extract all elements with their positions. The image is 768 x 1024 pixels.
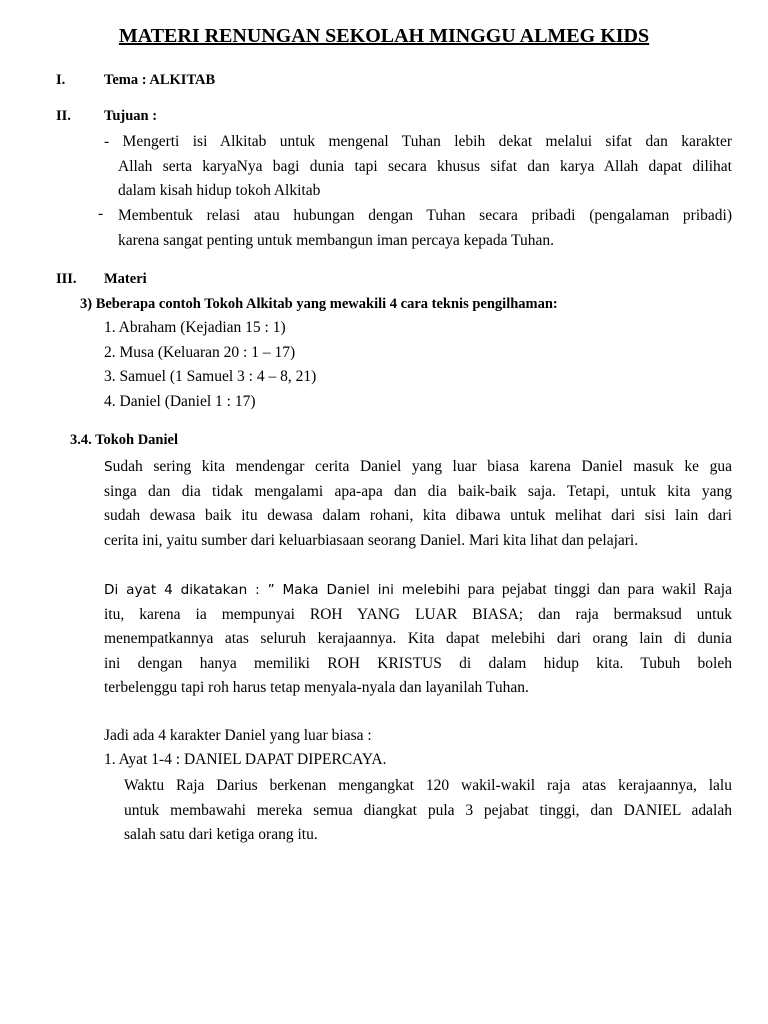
- section-3-material-label: Materi: [104, 271, 147, 287]
- purpose-bullet-2-dash: -: [98, 205, 104, 222]
- daniel-characters-intro: Jadi ada 4 karakter Daniel yang luar biasa :: [104, 727, 372, 744]
- text-line: ini dengan hanya memiliki ROH KRISTUS di dalam hidup kita. Tubuh boleh: [104, 654, 732, 672]
- text-line: itu, karena ia mempunyai ROH YANG LUAR BIASA; dan raja bermaksud untuk: [104, 605, 732, 623]
- text-line: - Mengerti isi Alkitab untuk mengenal Tuhan lebih dekat melalui sifat dan karakter: [104, 133, 732, 150]
- character-1-paragraph: [124, 774, 732, 848]
- section-2-number: II.: [56, 108, 71, 124]
- list-item: 2. Musa (Keluaran 20 : 1 – 17): [104, 344, 296, 361]
- list-item: 3. Samuel (1 Samuel 3 : 4 – 8, 21): [104, 368, 317, 385]
- text-line: Waktu Raja Darius berkenan mengangkat 120 wakil-wakil raja atas kerajaannya, lalu: [124, 777, 732, 794]
- section-1-theme: Tema : ALKITAB: [104, 72, 216, 88]
- section-3-subheading: 3) Beberapa contoh Tokoh Alkitab yang mewakili 4 cara teknis pengilhaman:: [80, 296, 558, 312]
- text-line: para pejabat tinggi dan para wakil Raja: [460, 581, 732, 598]
- quote-sans-text: Di ayat 4 dikatakan : ” Maka Daniel ini melebihi: [104, 582, 461, 598]
- text-line: menempatkannya atas seluruh kerajaannya. Kita dapat melebihi dari orang lain di dunia: [104, 630, 732, 647]
- purpose-bullet-2: [118, 204, 732, 253]
- section-3-4-heading: 3.4. Tokoh Daniel: [70, 432, 178, 448]
- text-line: udah sering kita mendengar cerita Daniel yang luar biasa karena Daniel masuk ke gua: [112, 458, 732, 475]
- text-line: untuk membawahi mereka semua diangkat pula 3 pejabat tinggi, dan DANIEL adalah: [124, 801, 732, 819]
- page-title: MATERI RENUNGAN SEKOLAH MINGGU ALMEG KIDS: [118, 25, 650, 47]
- text-line: sudah dewasa baik itu dewasa dalam rohani, kita dibawa untuk melihat dari sisi lain dari: [104, 507, 732, 524]
- drop-letter: S: [104, 459, 113, 475]
- section-2-purpose-label: Tujuan :: [104, 108, 158, 124]
- text-line: salah satu dari ketiga orang itu.: [124, 826, 318, 843]
- text-line: dalam kisah hidup tokoh Alkitab: [118, 182, 321, 199]
- character-1-heading: 1. Ayat 1-4 : DANIEL DAPAT DIPERCAYA.: [104, 751, 387, 768]
- text-line: karena sangat penting untuk membangun iman percaya kepada Tuhan.: [118, 231, 555, 249]
- text-line: Allah serta karyaNya bagi dunia tapi secara khusus sifat dan karya Allah dapat dilihat: [118, 157, 732, 175]
- list-item: 1. Abraham (Kejadian 15 : 1): [104, 319, 286, 336]
- text-line: Membentuk relasi atau hubungan dengan Tuhan secara pribadi (pengalaman pribadi): [118, 207, 732, 224]
- text-line: terbelenggu tapi roh harus tetap menyala-nyala dan layanilah Tuhan.: [104, 679, 529, 696]
- purpose-bullet-1-cont: [118, 155, 732, 204]
- section-1-number: I.: [56, 72, 66, 88]
- text-line: cerita ini, yaitu sumber dari keluarbiasaan seorang Daniel. Mari kita lihat dan pelajari.: [104, 531, 639, 549]
- text-line: singa dan dia tidak mengalami apa-apa dan dia baik-baik saja. Tetapi, untuk kita yang: [104, 482, 732, 500]
- section-3-number: III.: [56, 271, 77, 287]
- purpose-bullet-1: [104, 130, 732, 155]
- daniel-paragraph-1: [104, 455, 732, 553]
- list-item: 4. Daniel (Daniel 1 : 17): [104, 393, 256, 410]
- daniel-paragraph-2: [104, 578, 732, 701]
